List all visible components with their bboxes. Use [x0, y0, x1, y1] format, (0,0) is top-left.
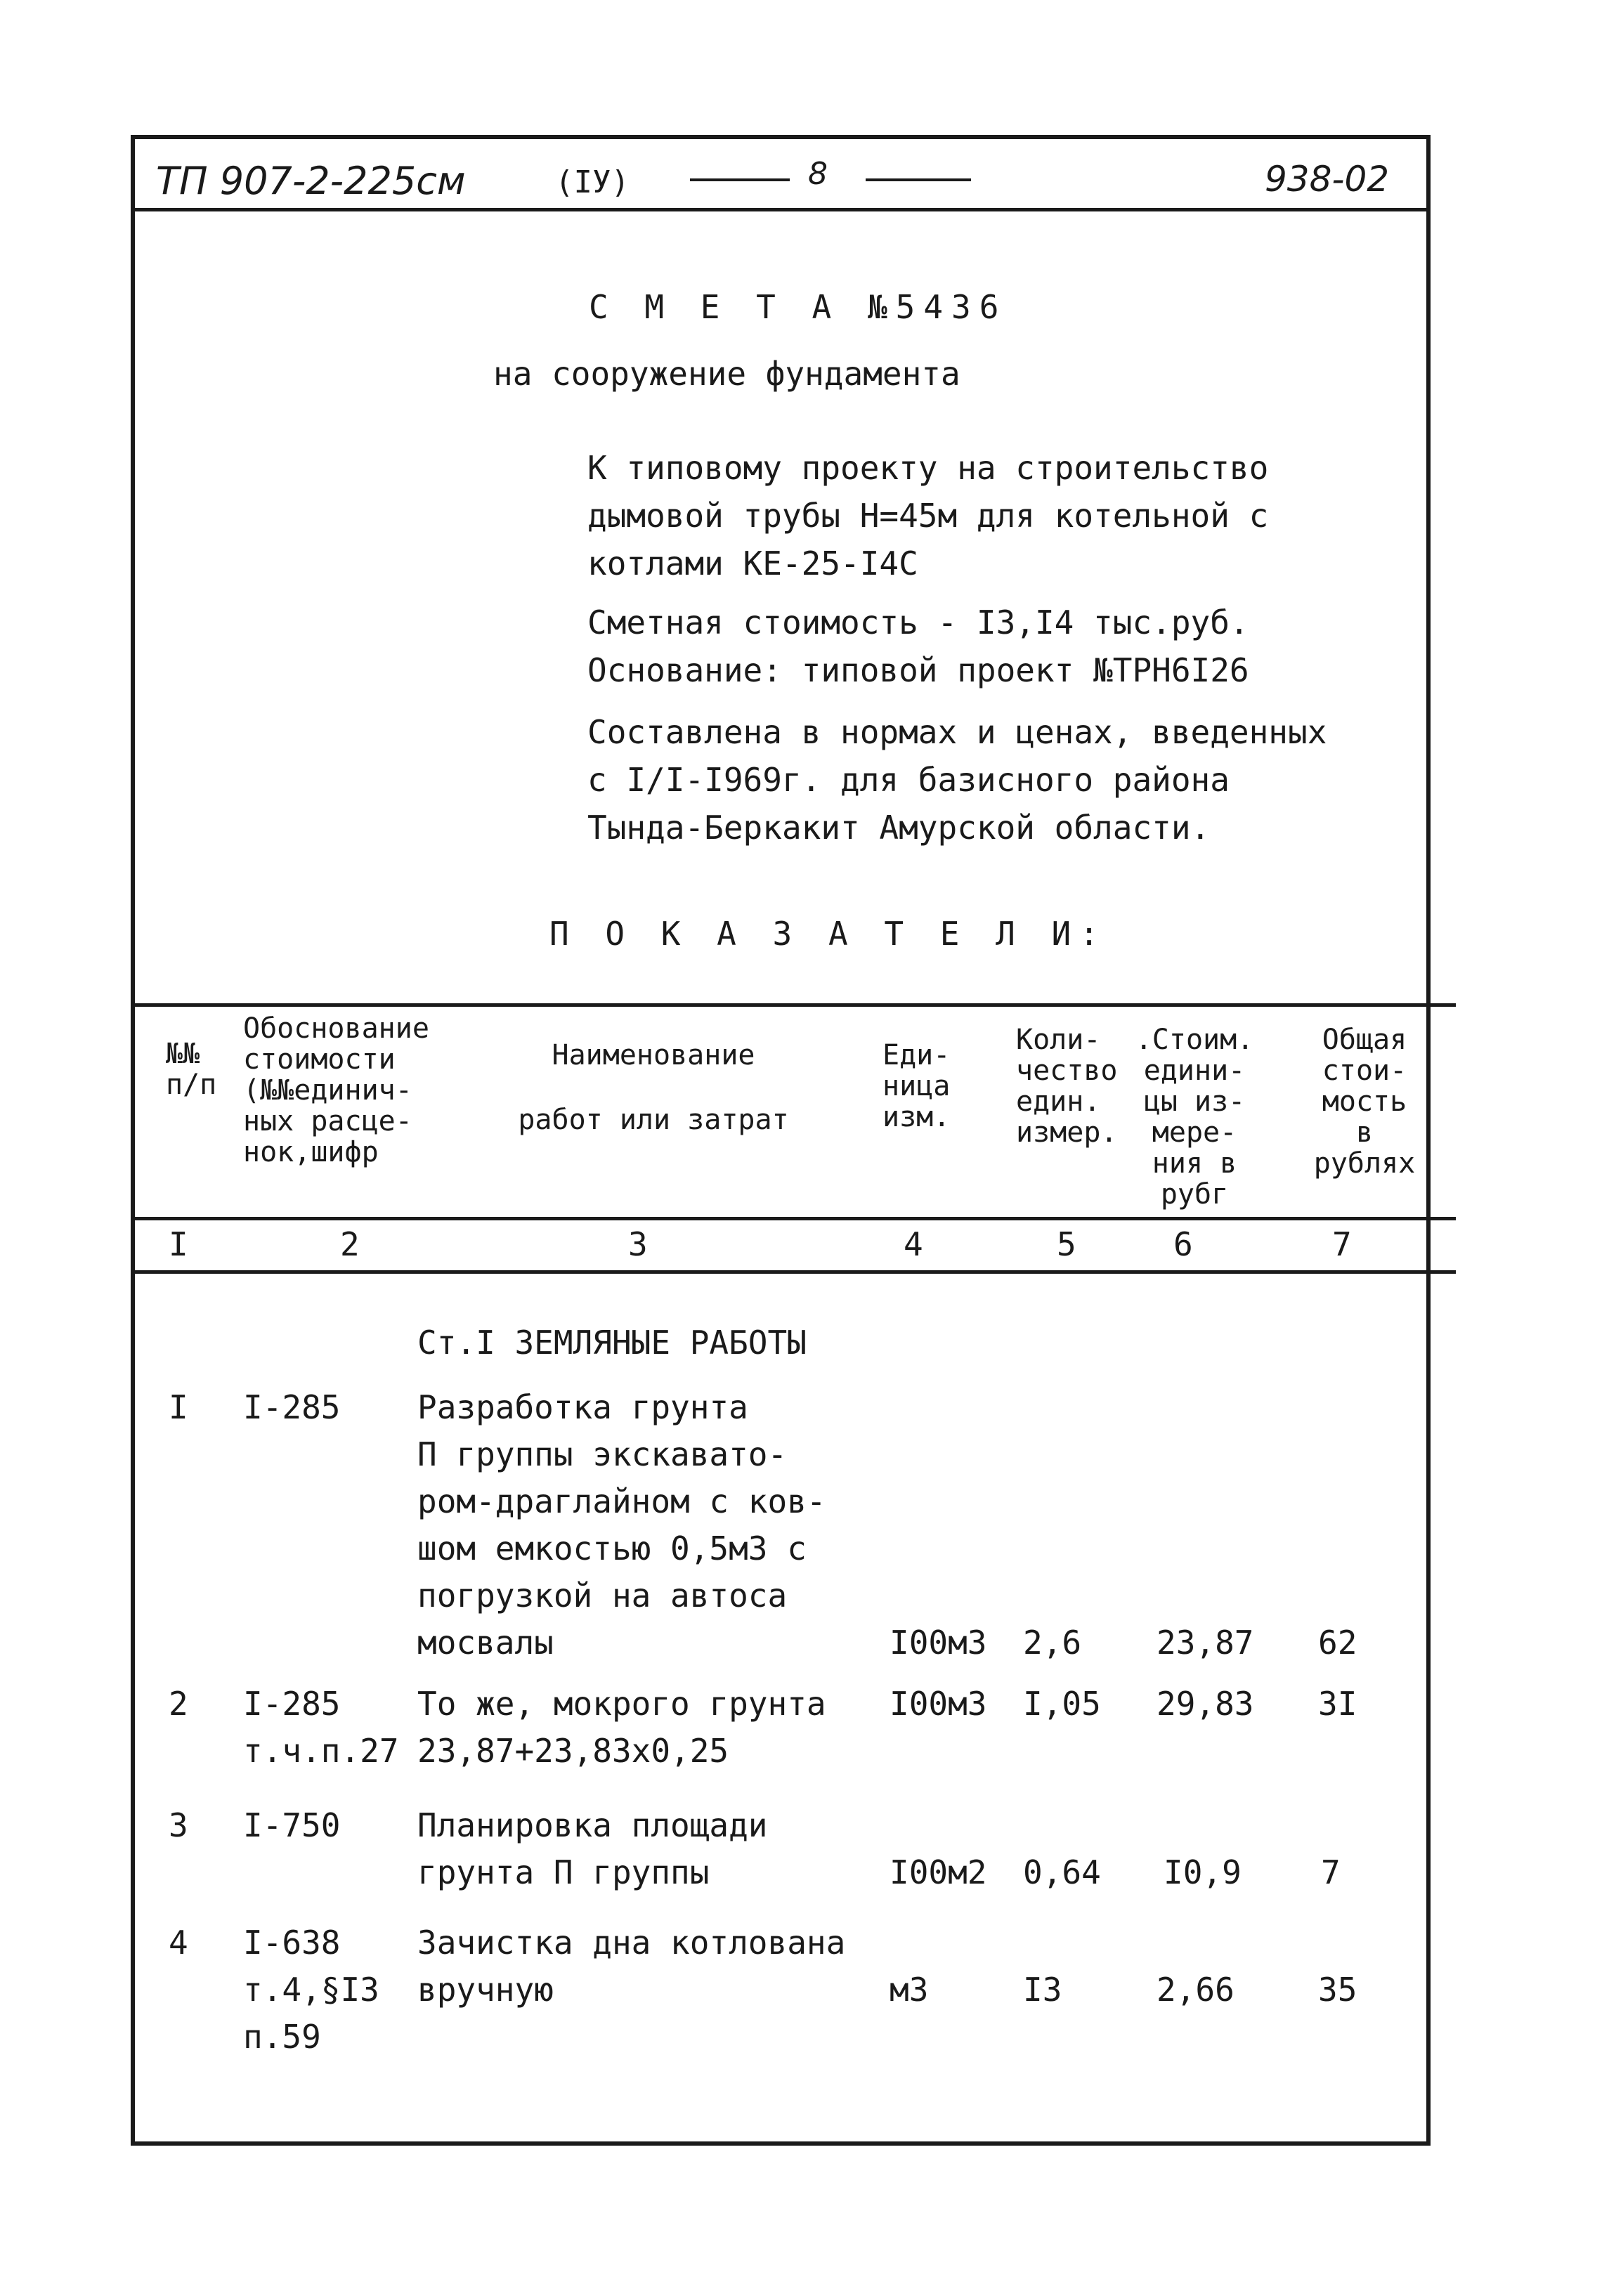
- cost-block: [587, 599, 1249, 694]
- table-numbers-rule: [135, 1270, 1456, 1274]
- table-row-quantity: 2,6: [1023, 1624, 1082, 1662]
- table-row-quantity: 0,64: [1023, 1853, 1101, 1891]
- table-row-total: 62: [1318, 1624, 1357, 1662]
- header-col-name: Наименование работ или затрат: [518, 1039, 789, 1136]
- table-header-rule: [135, 1217, 1456, 1220]
- table-row-name: То же, мокрого грунта 23,87+23,83х0,25: [417, 1685, 826, 1770]
- project-line: котлами КЕ-25-I4С: [587, 544, 918, 582]
- document-number: 938-02: [1265, 159, 1390, 200]
- table-row-total: 35: [1318, 1971, 1357, 2009]
- indicators-title: П О К А З А Т Е Л И:: [549, 915, 1107, 953]
- table-row-quantity: I3: [1023, 1971, 1062, 2009]
- table-row-number: 3: [169, 1806, 188, 1844]
- table-row-name: Разработка грунта П группы экскавато- ром-драглайном с ков- шом емкостью 0,5м3 с погрузкой на автоса мосвалы: [417, 1388, 826, 1662]
- column-number: 3: [628, 1225, 648, 1263]
- project-part: (IУ): [555, 164, 630, 200]
- norms-line: с I/I-I969г. для базисного района: [587, 761, 1230, 799]
- table-row-name: Планировка площади грунта П группы: [417, 1806, 768, 1891]
- header-col-total: Общая стои- мость в рублях: [1313, 1024, 1416, 1180]
- header-divider: [135, 208, 1426, 211]
- section-title: Ст.I ЗЕМЛЯНЫЕ РАБОТЫ: [417, 1324, 807, 1362]
- table-row-unit-price: 29,83: [1157, 1685, 1254, 1723]
- norms-block: [587, 708, 1327, 852]
- table-row-unit-price: I0,9: [1164, 1853, 1242, 1891]
- project-code: ТП 907-2-225см: [156, 159, 466, 203]
- table-row-unit: I00м3: [890, 1685, 987, 1723]
- page-number-dash-right: [866, 178, 971, 181]
- header-col-unit: Еди- ница изм.: [882, 1039, 951, 1133]
- project-description: [587, 444, 1268, 587]
- table-row-name: Зачистка дна котлована вручную: [417, 1924, 846, 2009]
- project-line: дымовой трубы Н=45м для котельной с: [587, 497, 1269, 535]
- table-row-unit-price: 2,66: [1157, 1971, 1235, 2009]
- table-row-code: I-750: [243, 1806, 341, 1844]
- header-col-unit-price: .Стоим. едини- цы из- мере- ния в рубг: [1135, 1024, 1254, 1211]
- table-top-rule: [135, 1003, 1456, 1007]
- table-row-unit-price: 23,87: [1157, 1624, 1254, 1662]
- table-row-unit: м3: [890, 1971, 929, 2009]
- table-row-unit: I00м2: [890, 1853, 987, 1891]
- header-col-basis: Обоснование стоимости (№№единич- ных расце- нок,шифр: [243, 1012, 429, 1168]
- table-row-total: 7: [1321, 1853, 1341, 1891]
- table-row-unit: I00м3: [890, 1624, 987, 1662]
- column-number: 2: [340, 1225, 360, 1263]
- table-row-number: 4: [169, 1924, 188, 1962]
- table-row-code: I-638 т.4,§I3 п.59: [243, 1924, 379, 2056]
- table-row-code: I-285 т.ч.п.27: [243, 1685, 399, 1770]
- estimated-cost: Сметная стоимость - I3,I4 тыс.руб.: [587, 604, 1249, 641]
- column-number: 7: [1332, 1225, 1352, 1263]
- column-number: I: [169, 1225, 188, 1263]
- estimate-subtitle: на сооружение фундамента: [493, 355, 960, 393]
- column-number: 4: [904, 1225, 923, 1263]
- project-line: К типовому проекту на строительство: [587, 449, 1269, 487]
- header-col-number: №№ п/п: [166, 1038, 217, 1101]
- norms-line: Составлена в нормах и ценах, введенных: [587, 713, 1327, 751]
- header-col-quantity: Коли- чество един. измер.: [1016, 1024, 1118, 1149]
- estimate-title: С М Е Т А №5436: [589, 288, 1008, 326]
- column-number: 6: [1173, 1225, 1193, 1263]
- page-number: 8: [808, 156, 828, 192]
- table-row-number: 2: [169, 1685, 188, 1723]
- table-row-number: I: [169, 1388, 188, 1426]
- table-row-code: I-285: [243, 1388, 341, 1426]
- basis: Основание: типовой проект №ТРН6I26: [587, 651, 1249, 689]
- table-row-total: 3I: [1318, 1685, 1357, 1723]
- column-number: 5: [1057, 1225, 1076, 1263]
- table-row-quantity: I,05: [1023, 1685, 1101, 1723]
- page-number-dash-left: [690, 178, 790, 181]
- norms-line: Тында-Беркакит Амурской области.: [587, 809, 1211, 847]
